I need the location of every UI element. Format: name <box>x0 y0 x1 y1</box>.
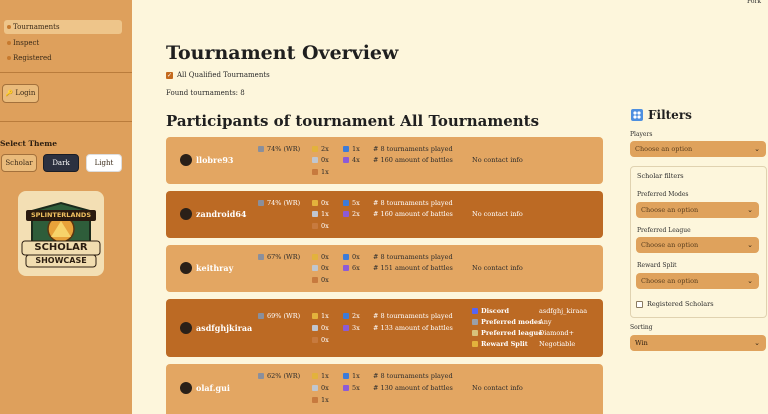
contact-value: Negotiable <box>539 340 576 348</box>
plus-icon <box>343 385 349 391</box>
sidebar-item-inspect[interactable] <box>4 36 122 50</box>
tournaments-played: # 8 tournaments played <box>373 145 453 153</box>
participant-name: zandroid64 <box>196 209 247 219</box>
tournaments-played: # 8 tournaments played <box>373 372 453 380</box>
logo-text-2: SCHOLAR <box>34 242 88 253</box>
league-label: Preferred League <box>637 227 691 234</box>
plus-icon <box>343 325 349 331</box>
players-label: Players <box>630 131 653 138</box>
scholar-showcase-logo <box>18 191 104 276</box>
avatar <box>180 322 192 334</box>
found-count: Found tournaments: 8 <box>166 89 245 97</box>
participant-name: llobre93 <box>196 155 234 165</box>
players-select[interactable] <box>630 141 766 157</box>
participant-card[interactable]: asdfghjkiraa 69% (WR) 1x 0x 0x 2x 3x # 8 tournaments played # 133 amount of battles Discord asdfghj_kiraaa Preferred modes Any Preferred league Diamond+ Reward Split Negotiable <box>166 299 603 357</box>
modes-label: Preferred Modes <box>637 191 689 198</box>
plus-icon <box>343 211 349 217</box>
swords-icon <box>258 254 264 260</box>
top10-icon <box>343 313 349 319</box>
discord-icon <box>472 308 478 314</box>
contact-label: Preferred league <box>481 329 543 337</box>
contact-info: No contact info <box>472 210 523 218</box>
chevron-down-icon: ⌄ <box>747 277 753 285</box>
win-rate: 74% (WR) <box>267 199 301 207</box>
theme-scholar-button[interactable]: Scholar <box>1 154 37 172</box>
login-button[interactable] <box>2 84 39 103</box>
sorting-select[interactable] <box>630 335 766 351</box>
reward-icon <box>472 341 478 347</box>
registered-checkbox[interactable] <box>636 301 643 308</box>
avatar <box>180 262 192 274</box>
sidebar-item-registered[interactable] <box>4 51 122 65</box>
swords-icon <box>258 313 264 319</box>
participant-card[interactable]: llobre93 74% (WR) 2x 0x 1x 1x 4x # 8 tournaments played # 160 amount of battles No contact info <box>166 137 603 184</box>
divider <box>0 121 132 122</box>
sidebar-item-label: Tournaments <box>13 23 60 31</box>
avatar <box>180 382 192 394</box>
tournaments-played: # 8 tournaments played <box>373 312 453 320</box>
chevron-down-icon: ⌄ <box>747 241 753 249</box>
gold-medal-icon <box>312 254 318 260</box>
silver-medal-icon <box>312 385 318 391</box>
gold-medal-icon <box>312 373 318 379</box>
league-select[interactable] <box>636 237 759 253</box>
theme-dark-button[interactable]: Dark <box>43 154 79 172</box>
top10-icon <box>343 254 349 260</box>
sidebar-item-label: Inspect <box>13 39 40 47</box>
plus-icon <box>343 265 349 271</box>
win-rate: 67% (WR) <box>267 253 301 261</box>
sidebar-item-tournaments[interactable] <box>4 20 122 34</box>
logo-text-3: SHOWCASE <box>35 256 87 265</box>
bullet-icon <box>7 56 11 60</box>
bronze-medal-icon <box>312 169 318 175</box>
modes-select[interactable] <box>636 202 759 218</box>
chevron-down-icon: ⌄ <box>754 145 760 153</box>
swords-icon <box>258 200 264 206</box>
scholar-filters-title: Scholar filters <box>637 172 684 180</box>
filter-icon <box>631 109 643 121</box>
bronze-medal-icon <box>312 277 318 283</box>
contact-info: No contact info <box>472 384 523 392</box>
top10-icon <box>343 146 349 152</box>
participant-card[interactable]: keithray 67% (WR) 0x 0x 0x 0x 6x # 8 tournaments played # 151 amount of battles No contact info <box>166 245 603 292</box>
participant-name: olaf.gui <box>196 383 230 393</box>
league-placeholder: Choose an option <box>641 241 699 249</box>
players-placeholder: Choose an option <box>635 145 693 153</box>
contact-value: Diamond+ <box>539 329 575 337</box>
participant-card[interactable]: zandroid64 74% (WR) 0x 1x 0x 5x 2x # 8 tournaments played # 160 amount of battles No contact info <box>166 191 603 238</box>
swords-icon <box>258 373 264 379</box>
plus-icon <box>343 157 349 163</box>
gold-medal-icon <box>312 200 318 206</box>
gold-medal-icon <box>312 313 318 319</box>
filters-title: Filters <box>648 108 692 122</box>
section-title: Participants of tournament All Tournaments <box>166 112 540 130</box>
league-icon <box>472 330 478 336</box>
battles-count: # 160 amount of battles <box>373 156 453 164</box>
sorting-label: Sorting <box>630 324 653 331</box>
sidebar-item-label: Registered <box>13 54 52 62</box>
qualified-checkbox[interactable]: ✓ <box>166 72 173 79</box>
participant-name: asdfghjkiraa <box>196 323 253 333</box>
contact-value: asdfghj_kiraaa <box>539 307 588 315</box>
win-rate: 62% (WR) <box>267 372 301 380</box>
login-label: Login <box>15 89 36 97</box>
battles-count: # 133 amount of battles <box>373 324 453 332</box>
top10-icon <box>343 200 349 206</box>
silver-medal-icon <box>312 325 318 331</box>
fork-link[interactable]: Fork <box>747 0 761 5</box>
tournaments-played: # 8 tournaments played <box>373 253 453 261</box>
theme-light-button[interactable]: Light <box>86 154 122 172</box>
swords-icon <box>472 319 478 325</box>
theme-title: Select Theme <box>0 139 57 148</box>
contact-label: Discord <box>481 307 510 315</box>
logo-text-1: SPLINTERLANDS <box>30 211 91 219</box>
contact-label: Reward Split <box>481 340 528 348</box>
avatar <box>180 154 192 166</box>
win-rate: 74% (WR) <box>267 145 301 153</box>
swords-icon <box>258 146 264 152</box>
participant-card[interactable]: olaf.gui 62% (WR) 1x 0x 1x 1x 5x # 8 tournaments played # 130 amount of battles No contact info <box>166 364 603 414</box>
battles-count: # 160 amount of battles <box>373 210 453 218</box>
gold-medal-icon <box>312 146 318 152</box>
win-rate: 69% (WR) <box>267 312 301 320</box>
participant-name: keithray <box>196 263 234 273</box>
silver-medal-icon <box>312 157 318 163</box>
sorting-value: Win <box>635 339 648 347</box>
bronze-medal-icon <box>312 223 318 229</box>
avatar <box>180 208 192 220</box>
key-icon: 🔑 <box>5 90 14 97</box>
modes-placeholder: Choose an option <box>641 206 699 214</box>
silver-medal-icon <box>312 211 318 217</box>
battles-count: # 130 amount of battles <box>373 384 453 392</box>
contact-label: Preferred modes <box>481 318 542 326</box>
registered-checkbox-label: Registered Scholars <box>647 300 714 308</box>
contact-info: No contact info <box>472 264 523 272</box>
divider <box>0 72 132 73</box>
contact-value: Any <box>539 318 552 326</box>
bronze-medal-icon <box>312 337 318 343</box>
bullet-icon <box>7 25 11 29</box>
chevron-down-icon: ⌄ <box>747 206 753 214</box>
silver-medal-icon <box>312 265 318 271</box>
qualified-checkbox-label: All Qualified Tournaments <box>177 71 270 79</box>
tournaments-played: # 8 tournaments played <box>373 199 453 207</box>
split-placeholder: Choose an option <box>641 277 699 285</box>
chevron-down-icon: ⌄ <box>754 339 760 347</box>
split-select[interactable] <box>636 273 759 289</box>
bullet-icon <box>7 41 11 45</box>
split-label: Reward Split <box>637 262 677 269</box>
battles-count: # 151 amount of battles <box>373 264 453 272</box>
page-title: Tournament Overview <box>166 42 399 64</box>
bronze-medal-icon <box>312 397 318 403</box>
sidebar <box>0 0 132 414</box>
top10-icon <box>343 373 349 379</box>
contact-info: No contact info <box>472 156 523 164</box>
